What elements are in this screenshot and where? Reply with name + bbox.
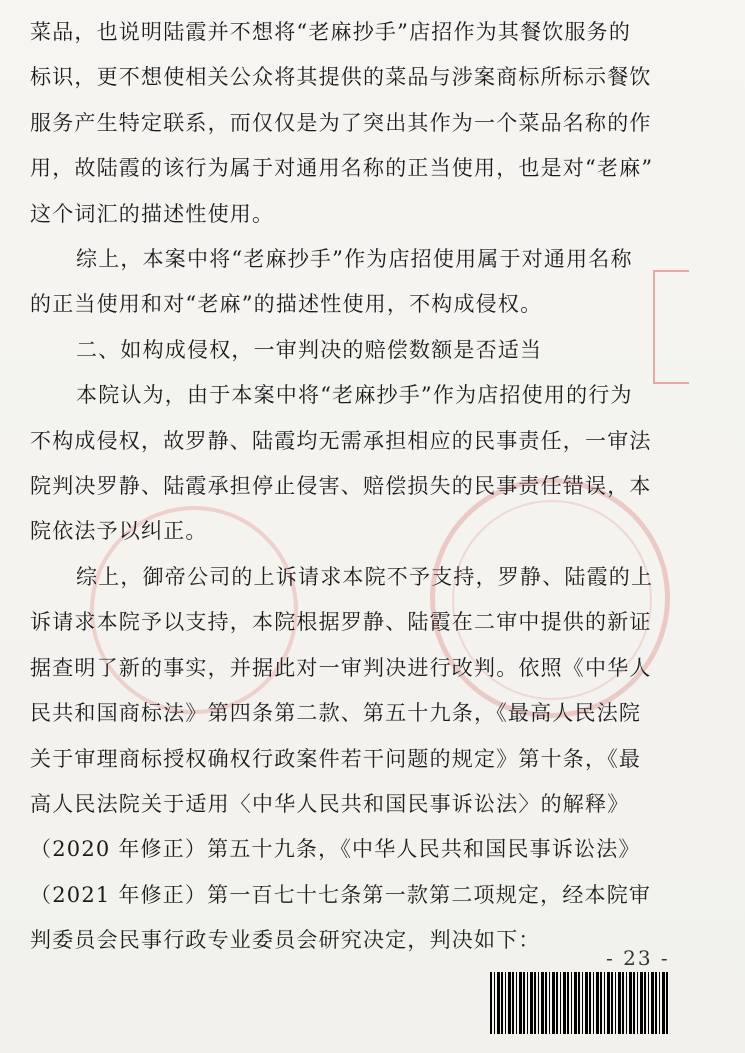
- judgment-body-text: [30, 10, 710, 964]
- text-line: （2020 年修正）第五十九条，《中华人民共和国民事诉讼法》: [30, 837, 641, 862]
- text-line: 菜品，也说明陆霞并不想将“老麻抄手”店招作为其餐饮服务的: [30, 20, 632, 44]
- text-line: 用，故陆霞的该行为属于对通用名称的正当使用，也是对“老麻”: [30, 156, 654, 181]
- text-line: 关于审理商标授权确权行政案件若干问题的规定》第十条，《最: [30, 746, 642, 771]
- text-line: 据查明了新的事实，并据此对一审判决进行改判。依照《中华人: [30, 655, 652, 680]
- text-line: （2021 年修正）第一百七十七条第一款第二项规定，经本院审: [30, 882, 652, 907]
- text-line: 高人民法院关于适用〈中华人民共和国民事诉讼法〉的解释》: [30, 791, 630, 816]
- text-line: 二、如构成侵权，一审判决的赔偿数额是否适当: [76, 337, 543, 362]
- text-line: 本院认为，由于本案中将“老麻抄手”作为店招使用的行为: [76, 383, 633, 408]
- text-line: 综上，御帝公司的上诉请求本院不予支持，罗静、陆霞的上: [76, 564, 654, 589]
- paragraph-legal-basis: [30, 555, 710, 964]
- paragraph-descriptive-use: [30, 10, 710, 237]
- text-line: 判委员会民事行政专业委员会研究决定，判决如下：: [30, 928, 541, 953]
- paragraph-conclusion-no-infringement: [30, 237, 710, 328]
- text-line: 院判决罗静、陆霞承担停止侵害、赔偿损失的民事责任错误，本: [30, 474, 652, 499]
- barcode: [490, 972, 670, 1034]
- section-heading-compensation: [30, 328, 710, 373]
- text-line: 综上，本案中将“老麻抄手”作为店招使用属于对通用名称: [76, 247, 633, 272]
- text-line: 这个词汇的描述性使用。: [30, 201, 275, 226]
- text-line: 院依法予以纠正。: [30, 519, 208, 544]
- text-line: 标识，更不想使相关公众将其提供的菜品与涉案商标所标示餐饮: [30, 65, 652, 90]
- paragraph-court-opinion: [30, 373, 710, 555]
- text-line: 民共和国商标法》第四条第二款、第五十九条，《最高人民法院: [30, 701, 642, 726]
- text-line: 诉请求本院予以支持，本院根据罗静、陆霞在二审中提供的新证: [30, 610, 652, 635]
- text-line: 的正当使用和对“老麻”的描述性使用，不构成侵权。: [30, 292, 543, 317]
- text-line: 不构成侵权，故罗静、陆霞均无需承担相应的民事责任，一审法: [30, 428, 652, 453]
- page-number: - 23 -: [606, 946, 670, 970]
- text-line: 服务产生特定联系，而仅仅是为了突出其作为一个菜品名称的作: [30, 110, 652, 135]
